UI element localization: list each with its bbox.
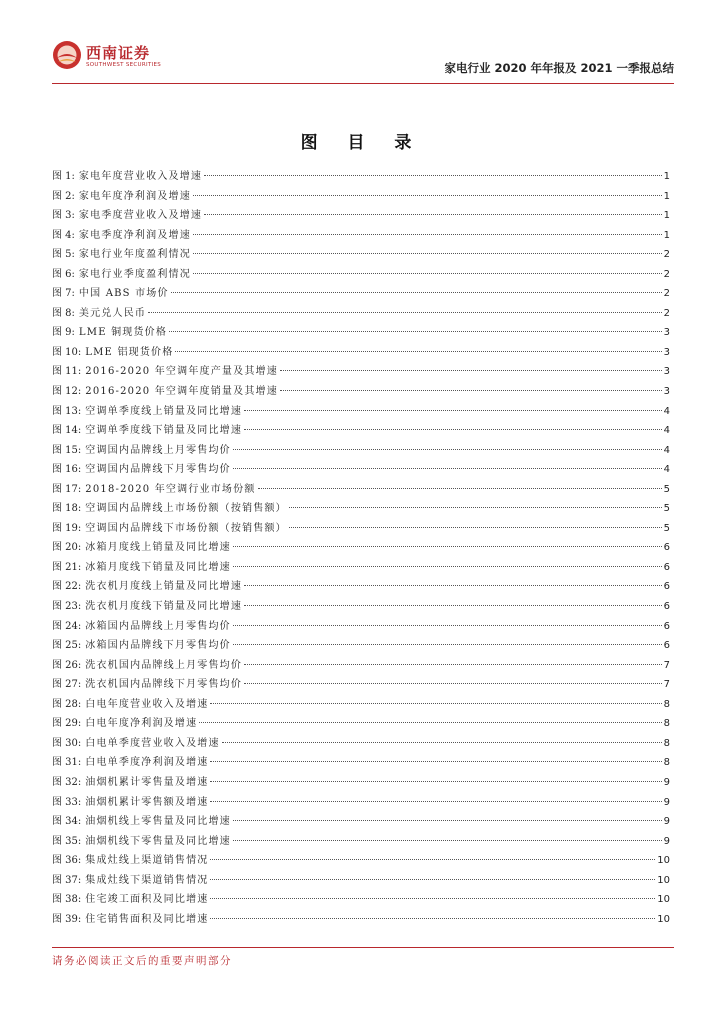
toc-entry[interactable] — [52, 910, 670, 930]
toc-entry-number: 图 14: — [52, 425, 82, 437]
toc-entry-number: 图 36: — [52, 855, 82, 867]
toc-entry-page: 6 — [663, 542, 670, 554]
toc-entry[interactable] — [52, 597, 670, 617]
toc-entry-label: 家电季度营业收入及增速 — [78, 210, 203, 222]
toc-entry[interactable] — [52, 284, 670, 304]
toc-entry-page: 9 — [663, 796, 670, 808]
toc-entry[interactable] — [52, 695, 670, 715]
toc-entry[interactable] — [52, 343, 670, 363]
toc-entry-label: 冰箱月度线上销量及同比增速 — [85, 542, 231, 554]
toc-entry-number: 图 3: — [52, 210, 75, 222]
toc-entry-label: 2016-2020 年空调年度产量及其增速 — [85, 366, 278, 378]
toc-entry-label: 洗衣机月度线上销量及同比增速 — [85, 581, 243, 593]
toc-leader-dots — [233, 840, 662, 841]
toc-leader-dots — [148, 312, 662, 313]
toc-entry-label: 2018-2020 年空调行业市场份额 — [85, 483, 256, 495]
toc-entry-label: 洗衣机国内品牌线下月零售均价 — [85, 679, 243, 691]
toc-entry-page: 1 — [663, 210, 670, 222]
toc-entry[interactable] — [52, 773, 670, 793]
toc-entry[interactable] — [52, 577, 670, 597]
toc-entry[interactable] — [52, 402, 670, 422]
toc-entry-number: 图 18: — [52, 503, 82, 515]
toc-entry-label: 空调国内品牌线下市场份额（按销售额） — [85, 522, 287, 534]
toc-entry-page: 4 — [663, 464, 670, 476]
toc-entry[interactable] — [52, 617, 670, 637]
toc-leader-dots — [204, 175, 662, 176]
toc-entry-number: 图 8: — [52, 307, 75, 319]
toc-entry-page: 6 — [663, 640, 670, 652]
toc-entry-page: 3 — [663, 386, 670, 398]
toc-entry[interactable] — [52, 304, 670, 324]
toc-entry-number: 图 32: — [52, 776, 82, 788]
toc-entry-number: 图 27: — [52, 679, 82, 691]
toc-entry-number: 图 30: — [52, 737, 82, 749]
toc-entry-label: 油烟机累计零售量及增速 — [85, 776, 209, 788]
toc-entry-page: 9 — [663, 835, 670, 847]
toc-leader-dots — [233, 566, 662, 567]
footer-disclaimer: 请务必阅读正文后的重要声明部分 — [52, 955, 232, 967]
toc-entry-label: LME 铝现货价格 — [85, 346, 174, 358]
toc-entry[interactable] — [52, 499, 670, 519]
toc-entry[interactable] — [52, 714, 670, 734]
toc-entry-label: 冰箱月度线下销量及同比增速 — [85, 561, 231, 573]
toc-entry-label: 家电季度净利润及增速 — [78, 229, 191, 241]
toc-entry-number: 图 31: — [52, 757, 82, 769]
toc-entry-page: 7 — [663, 659, 670, 671]
toc-entry-page: 4 — [663, 444, 670, 456]
toc-entry[interactable] — [52, 636, 670, 656]
toc-leader-dots — [193, 195, 662, 196]
toc-entry-label: 空调单季度线上销量及同比增速 — [85, 405, 243, 417]
toc-entry-page: 8 — [663, 698, 670, 710]
toc-entry-page: 10 — [657, 874, 670, 886]
toc-entry[interactable] — [52, 812, 670, 832]
toc-entry[interactable] — [52, 851, 670, 871]
toc-entry-page: 3 — [663, 366, 670, 378]
brand-logo — [52, 40, 212, 76]
toc-entry-page: 6 — [663, 601, 670, 613]
toc-entry-page: 8 — [663, 737, 670, 749]
toc-entry-page: 1 — [663, 190, 670, 202]
toc-entry-page: 1 — [663, 229, 670, 241]
toc-entry-number: 图 26: — [52, 659, 82, 671]
toc-leader-dots — [244, 683, 662, 684]
toc-leader-dots — [171, 292, 662, 293]
toc-entry[interactable] — [52, 558, 670, 578]
toc-entry[interactable] — [52, 187, 670, 207]
toc-entry[interactable] — [52, 421, 670, 441]
toc-entry-label: 白电年度营业收入及增速 — [85, 698, 209, 710]
page-header — [52, 38, 674, 82]
toc-entry[interactable] — [52, 480, 670, 500]
toc-entry-number: 图 28: — [52, 698, 82, 710]
toc-entry-label: 集成灶线下渠道销售情况 — [85, 874, 209, 886]
toc-entry-number: 图 6: — [52, 268, 75, 280]
brand-name-en: SOUTHWEST SECURITIES — [86, 62, 162, 68]
toc-entry[interactable] — [52, 753, 670, 773]
toc-entry-page: 5 — [663, 503, 670, 515]
toc-entry[interactable] — [52, 832, 670, 852]
toc-entry-number: 图 4: — [52, 229, 75, 241]
brand-name-cn: 西南证券 — [86, 44, 151, 62]
toc-entry[interactable] — [52, 538, 670, 558]
toc-entry-page: 9 — [663, 816, 670, 828]
toc-entry-label: 集成灶线上渠道销售情况 — [85, 855, 209, 867]
toc-entry-number: 图 2: — [52, 190, 75, 202]
toc-entry-number: 图 34: — [52, 816, 82, 828]
toc-entry-label: 空调国内品牌线下月零售均价 — [85, 464, 231, 476]
toc-entry-page: 9 — [663, 776, 670, 788]
toc-leader-dots — [204, 214, 662, 215]
toc-leader-dots — [244, 664, 662, 665]
toc-entry-page: 4 — [663, 405, 670, 417]
figure-list — [52, 167, 670, 929]
toc-leader-dots — [193, 234, 662, 235]
header-divider — [52, 83, 674, 84]
toc-entry-page: 8 — [663, 718, 670, 730]
toc-leader-dots — [244, 429, 662, 430]
toc-entry-number: 图 13: — [52, 405, 82, 417]
toc-leader-dots — [289, 507, 662, 508]
toc-entry-page: 7 — [663, 679, 670, 691]
toc-entry[interactable] — [52, 362, 670, 382]
toc-entry-label: 空调单季度线下销量及同比增速 — [85, 425, 243, 437]
toc-leader-dots — [169, 331, 662, 332]
toc-leader-dots — [244, 410, 662, 411]
toc-entry-page: 10 — [657, 855, 670, 867]
toc-entry-label: 住宅销售面积及同比增速 — [85, 913, 209, 925]
toc-entry-number: 图 12: — [52, 386, 82, 398]
toc-leader-dots — [199, 722, 661, 723]
toc-entry-label: 美元兑人民币 — [78, 307, 147, 319]
toc-entry[interactable] — [52, 382, 670, 402]
toc-entry-page: 4 — [663, 425, 670, 437]
toc-entry-page: 5 — [663, 483, 670, 495]
toc-leader-dots — [175, 351, 661, 352]
toc-entry-label: 2016-2020 年空调年度销量及其增速 — [85, 386, 278, 398]
toc-entry-number: 图 1: — [52, 171, 75, 182]
toc-entry-label: 空调国内品牌线上月零售均价 — [85, 444, 231, 456]
toc-entry[interactable] — [52, 206, 670, 226]
toc-entry-number: 图 9: — [52, 327, 75, 339]
toc-entry-number: 图 15: — [52, 444, 82, 456]
toc-leader-dots — [210, 781, 661, 782]
toc-leader-dots — [210, 879, 655, 880]
toc-entry-label: 家电年度净利润及增速 — [78, 190, 191, 202]
toc-entry[interactable] — [52, 323, 670, 343]
toc-entry-number: 图 23: — [52, 601, 82, 613]
toc-entry-page: 3 — [663, 327, 670, 339]
toc-leader-dots — [193, 273, 662, 274]
toc-entry-number: 图 21: — [52, 561, 82, 573]
toc-entry-page: 2 — [663, 249, 670, 261]
toc-entry[interactable] — [52, 871, 670, 891]
toc-entry-label: 白电单季度净利润及增速 — [85, 757, 209, 769]
toc-entry-page: 2 — [663, 307, 670, 319]
toc-entry[interactable] — [52, 226, 670, 246]
toc-leader-dots — [289, 527, 662, 528]
toc-leader-dots — [210, 801, 661, 802]
toc-entry-label: 油烟机累计零售额及增速 — [85, 796, 209, 808]
toc-entry[interactable] — [52, 167, 670, 187]
toc-entry-number: 图 33: — [52, 796, 82, 808]
toc-entry-number: 图 10: — [52, 346, 82, 358]
brand-logo-icon — [52, 40, 82, 70]
toc-entry-page: 3 — [663, 346, 670, 358]
toc-leader-dots — [210, 918, 655, 919]
toc-entry-number: 图 25: — [52, 640, 82, 652]
toc-entry[interactable] — [52, 890, 670, 910]
toc-entry-label: 油烟机线下零售量及同比增速 — [85, 835, 231, 847]
toc-leader-dots — [258, 488, 662, 489]
toc-entry-number: 图 38: — [52, 894, 82, 906]
footer-divider — [52, 947, 674, 948]
toc-leader-dots — [280, 390, 662, 391]
toc-entry-number: 图 20: — [52, 542, 82, 554]
toc-entry-page: 1 — [663, 171, 670, 182]
toc-leader-dots — [233, 644, 662, 645]
toc-leader-dots — [233, 468, 662, 469]
toc-entry-page: 10 — [657, 913, 670, 925]
toc-entry-label: 洗衣机月度线下销量及同比增速 — [85, 601, 243, 613]
toc-entry[interactable] — [52, 675, 670, 695]
toc-entry[interactable] — [52, 265, 670, 285]
toc-entry-page: 2 — [663, 288, 670, 300]
toc-leader-dots — [244, 605, 662, 606]
toc-entry-label: 家电行业季度盈利情况 — [78, 268, 191, 280]
toc-entry-page: 10 — [657, 894, 670, 906]
toc-entry-number: 图 29: — [52, 718, 82, 730]
toc-entry-label: 空调国内品牌线上市场份额（按销售额） — [85, 503, 287, 515]
toc-leader-dots — [233, 449, 662, 450]
toc-entry[interactable] — [52, 441, 670, 461]
toc-leader-dots — [210, 859, 655, 860]
toc-entry-label: 白电单季度营业收入及增速 — [85, 737, 220, 749]
toc-entry-number: 图 22: — [52, 581, 82, 593]
toc-leader-dots — [210, 898, 655, 899]
toc-leader-dots — [233, 820, 662, 821]
toc-title: 图 目 录 — [300, 133, 424, 153]
toc-entry-label: 冰箱国内品牌线上月零售均价 — [85, 620, 231, 632]
toc-entry-number: 图 5: — [52, 249, 75, 261]
toc-entry-number: 图 11: — [52, 366, 82, 378]
toc-entry[interactable] — [52, 656, 670, 676]
toc-entry-label: 油烟机线上零售量及同比增速 — [85, 816, 231, 828]
toc-entry-number: 图 17: — [52, 483, 82, 495]
toc-entry-page: 6 — [663, 581, 670, 593]
toc-entry-label: 住宅竣工面积及同比增速 — [85, 894, 209, 906]
toc-entry[interactable] — [52, 734, 670, 754]
toc-leader-dots — [244, 585, 662, 586]
toc-leader-dots — [210, 761, 661, 762]
toc-leader-dots — [222, 742, 662, 743]
toc-entry-number: 图 16: — [52, 464, 82, 476]
toc-leader-dots — [210, 703, 661, 704]
toc-entry-label: 白电年度净利润及增速 — [85, 718, 198, 730]
toc-entry-number: 图 19: — [52, 522, 82, 534]
toc-entry-number: 图 37: — [52, 874, 82, 886]
toc-entry[interactable] — [52, 245, 670, 265]
toc-entry-number: 图 35: — [52, 835, 82, 847]
toc-entry-number: 图 39: — [52, 913, 82, 925]
toc-entry[interactable] — [52, 519, 670, 539]
toc-entry-page: 6 — [663, 561, 670, 573]
toc-entry-label: LME 铜现货价格 — [78, 327, 168, 339]
toc-leader-dots — [193, 253, 662, 254]
toc-entry-label: 洗衣机国内品牌线上月零售均价 — [85, 659, 243, 671]
toc-entry-number: 图 24: — [52, 620, 82, 632]
toc-entry[interactable] — [52, 793, 670, 813]
toc-entry-page: 2 — [663, 268, 670, 280]
toc-entry-label: 冰箱国内品牌线下月零售均价 — [85, 640, 231, 652]
toc-entry-label: 家电行业年度盈利情况 — [78, 249, 191, 261]
toc-entry-number: 图 7: — [52, 288, 75, 300]
toc-entry[interactable] — [52, 460, 670, 480]
toc-entry-page: 8 — [663, 757, 670, 769]
toc-leader-dots — [280, 370, 662, 371]
toc-entry-label: 中国 ABS 市场价 — [78, 288, 169, 300]
toc-leader-dots — [233, 625, 662, 626]
report-title: 家电行业 2020 年年报及 2021 一季报总结 — [444, 61, 674, 75]
toc-entry-page: 6 — [663, 620, 670, 632]
toc-leader-dots — [233, 546, 662, 547]
toc-entry-page: 5 — [663, 522, 670, 534]
toc-entry-label: 家电年度营业收入及增速 — [78, 171, 203, 182]
